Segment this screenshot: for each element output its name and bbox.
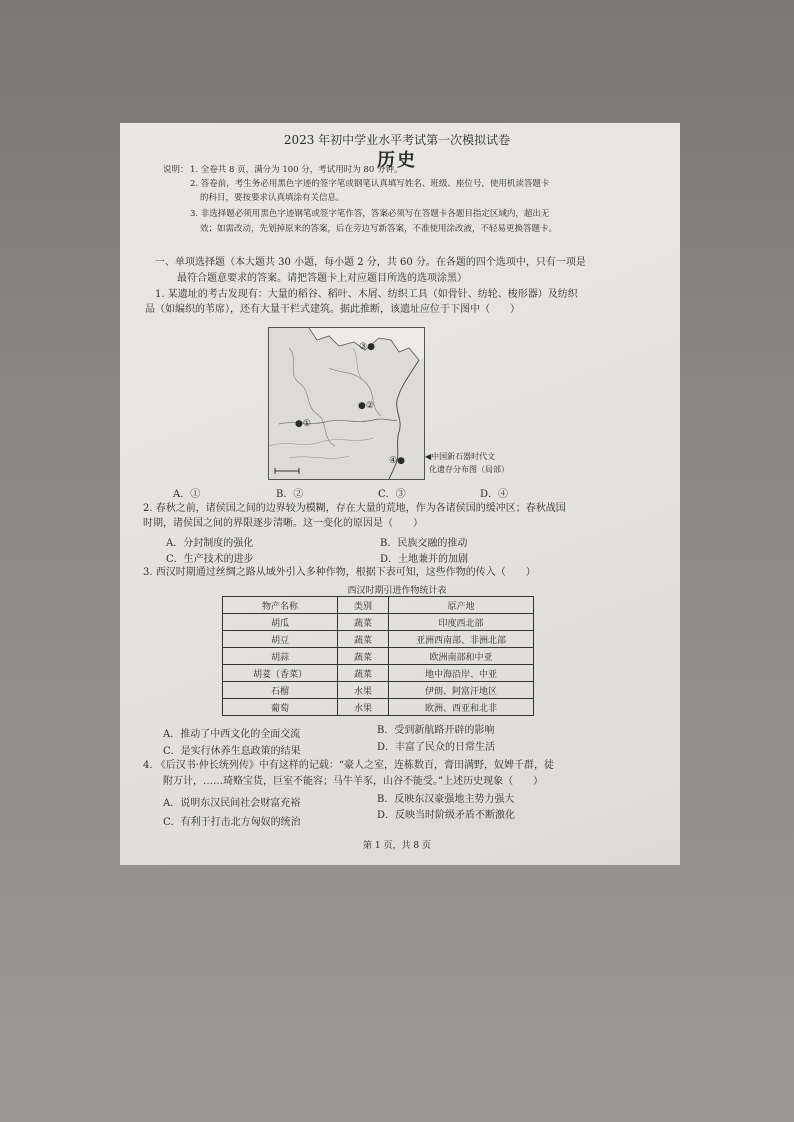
table-cell: 蔬菜 [338,665,389,682]
instruction-3: 3. 非选择题必须用黑色字迹钢笔或签字笔作答，答案必须写在答题卡各题目指定区域内，超出无 [190,209,550,219]
table-header: 原产地 [389,597,534,614]
table-cell: 胡荽（香菜） [223,665,338,682]
table-cell: 印度西北部 [389,614,534,631]
instruction-1: 1. 全卷共 8 页，满分为 100 分，考试用时为 80 分钟。 [190,165,403,175]
map-caption-line-2: 化遗存分布图（局部） [429,465,509,474]
q4-option-a: A．说明东汉民间社会财富充裕 [163,798,301,809]
question-1: 1. 某遗址的考古发现有：大量的稻谷、稻叶、木屑、纺织工具（如骨针、纺轮、梭形器）及纺织 [155,289,578,300]
table-cell: 水果 [338,699,389,716]
section-1-heading: 一、单项选择题（本大题共 30 小题，每小题 2 分，共 60 分。在各题的四个选项中，只有一项是 [155,257,586,268]
question-1-cont: 品（如编织的苇席），还有大量干栏式建筑。据此推断，该遗址应位于下图中（ ） [145,304,520,315]
table-cell: 亚洲西南部、非洲北部 [389,631,534,648]
table-row [223,682,534,699]
table-cell: 胡豆 [223,631,338,648]
q2-option-d: D．土地兼并的加剧 [380,554,469,565]
q1-option-c: C．③ [378,489,406,500]
table-row [223,648,534,665]
question-2-cont: 时期，诸侯国之间的界限逐步清晰。这一变化的原因是（ ） [143,518,423,529]
instructions-label: 说明： [163,165,189,175]
map-marker-4: ④● [389,456,405,466]
map-marker-2: ●② [358,401,374,411]
page-number: 第 1 页，共 8 页 [363,841,431,851]
table-cell: 地中海沿岸、中亚 [389,665,534,682]
table-title: 西汉时期引进作物统计表 [347,586,447,596]
section-1-heading-cont: 最符合题意要求的答案。请把答题卡上对应题目所选的选项涂黑） [177,273,467,284]
instruction-3-cont: 效；如需改动，先划掉原来的答案，后在旁边写新答案，不准使用涂改液，不轻易更换答题卡。 [200,224,558,234]
q4-option-d: D．反映当时阶级矛盾不断激化 [377,810,516,821]
q2-option-c: C．生产技术的进步 [166,554,254,565]
table-cell: 欧洲南部和中亚 [389,648,534,665]
q1-option-a: A．① [173,489,201,500]
table-cell: 欧洲、西亚和北非 [389,699,534,716]
question-3: 3. 西汉时期通过丝绸之路从域外引入多种作物，根据下表可知，这些作物的传入（ ） [143,567,536,578]
q1-option-b: B．② [276,489,304,500]
exam-subject: 历史 [377,150,417,171]
table-header: 类别 [338,597,389,614]
instruction-2: 2. 答卷前，考生务必用黑色字迹的签字笔或钢笔认真填写姓名、班级、座位号，使用机读答题卡 [190,179,550,189]
table-row [223,665,534,682]
map-marker-3: ③● [359,342,375,352]
table-cell: 胡蒜 [223,648,338,665]
q2-option-a: A．分封制度的强化 [166,538,254,549]
table-cell: 蔬菜 [338,614,389,631]
table-row [223,699,534,716]
map-caption-line-1: ◀中国新石器时代文 [425,452,496,461]
table-cell: 蔬菜 [338,648,389,665]
q2-option-b: B．民族交融的推动 [380,538,468,549]
neolithic-map [268,327,425,480]
table-header-row [223,597,534,614]
question-2: 2. 春秋之前，诸侯国之间的边界较为模糊，存在大量的荒地，作为各诸侯国的缓冲区；春秋战国 [143,503,566,514]
table-cell: 石榴 [223,682,338,699]
table-cell: 水果 [338,682,389,699]
q4-option-c: C．有利于打击北方匈奴的统治 [163,817,301,828]
table-cell: 葡萄 [223,699,338,716]
crops-table [222,596,534,716]
q4-option-b: B．反映东汉豪强地主势力强大 [377,794,515,805]
question-4-cont: 附万计，……琦赂宝货，巨室不能容；马牛羊豕，山谷不能受。”上述历史现象（ ） [163,776,544,787]
map-marker-1: ●① [295,419,311,429]
q3-option-b: B．受到新航路开辟的影响 [377,725,495,736]
question-4: 4. 《后汉书·仲长统列传》中有这样的记载：“豪人之室，连栋数百，膏田满野，奴婢千群，徒 [143,760,555,771]
q3-option-d: D．丰富了民众的日常生活 [377,742,496,753]
table-row [223,631,534,648]
q3-option-c: C．是实行休养生息政策的结果 [163,746,301,757]
table-cell: 胡瓜 [223,614,338,631]
table-cell: 伊朗、阿富汗地区 [389,682,534,699]
q1-option-d: D．④ [480,489,509,500]
exam-title: 2023 年初中学业水平考试第一次模拟试卷 [283,133,511,147]
instruction-2-cont: 的科目，要按要求认真填涂有关信息。 [200,193,345,203]
table-row [223,614,534,631]
table-header: 物产名称 [223,597,338,614]
table-cell: 蔬菜 [338,631,389,648]
q3-option-a: A．推动了中西文化的全面交流 [163,729,301,740]
